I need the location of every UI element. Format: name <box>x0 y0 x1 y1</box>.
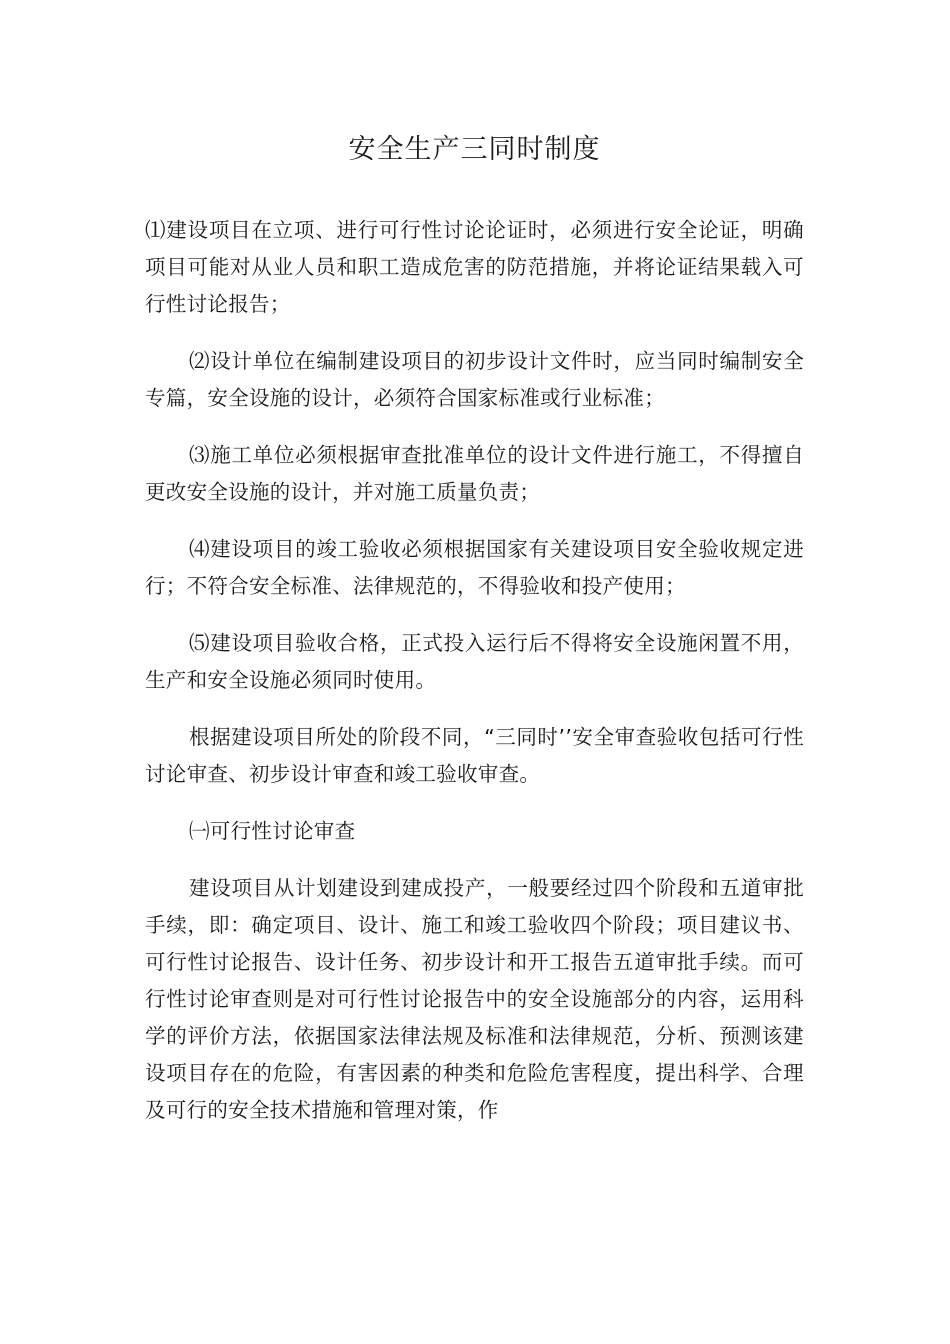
paragraph-4: ⑷建设项目的竣工验收必须根据国家有关建设项目安全验收规定进行；不符合安全标准、法律规范的，不得验收和投产使用； <box>145 537 804 598</box>
paragraph-2: ⑵设计单位在编制建设项目的初步设计文件时，应当同时编制安全专篇，安全设施的设计，必须符合国家标准或行业标准； <box>145 349 804 410</box>
paragraph-6: 根据建设项目所处的阶段不同，“三同时’’安全审查验收包括可行性讨论审查、初步设计审查和竣工验收审查。 <box>145 725 804 786</box>
paragraph-3: ⑶施工单位必须根据审查批准单位的设计文件进行施工，不得擅自更改安全设施的设计，并对施工质量负责； <box>145 443 804 504</box>
paragraph-8: 建设项目从计划建设到建成投产，一般要经过四个阶段和五道审批手续，即：确定项目、设计、施工和竣工验收四个阶段；项目建议书、可行性讨论报告、设计任务、初步设计和开工报告五道审批手续。而可行性讨论审查则是对可行性讨论报告中的安全设施部分的内容，运用科学的评价方法，依据国家法律法规及标准和法律规范，分析、预测该建设项目存在的危险，有害因素的种类和危险危害程度，提出科学、合理及可行的安全技术措施和管理对策，作 <box>145 876 804 1122</box>
section-heading-feasibility-review: ㈠可行性讨论审查 <box>189 819 356 843</box>
paragraph-5: ⑸建设项目验收合格，正式投入运行后不得将安全设施闲置不用，生产和安全设施必须同时使用。 <box>145 631 804 692</box>
paragraph-1: ⑴建设项目在立项、进行可行性讨论论证时，必须进行安全论证，明确项目可能对从业人员和职工造成危害的防范措施，并将论证结果载入可行性讨论报告； <box>145 218 804 316</box>
document-title: 安全生产三同时制度 <box>348 134 601 165</box>
